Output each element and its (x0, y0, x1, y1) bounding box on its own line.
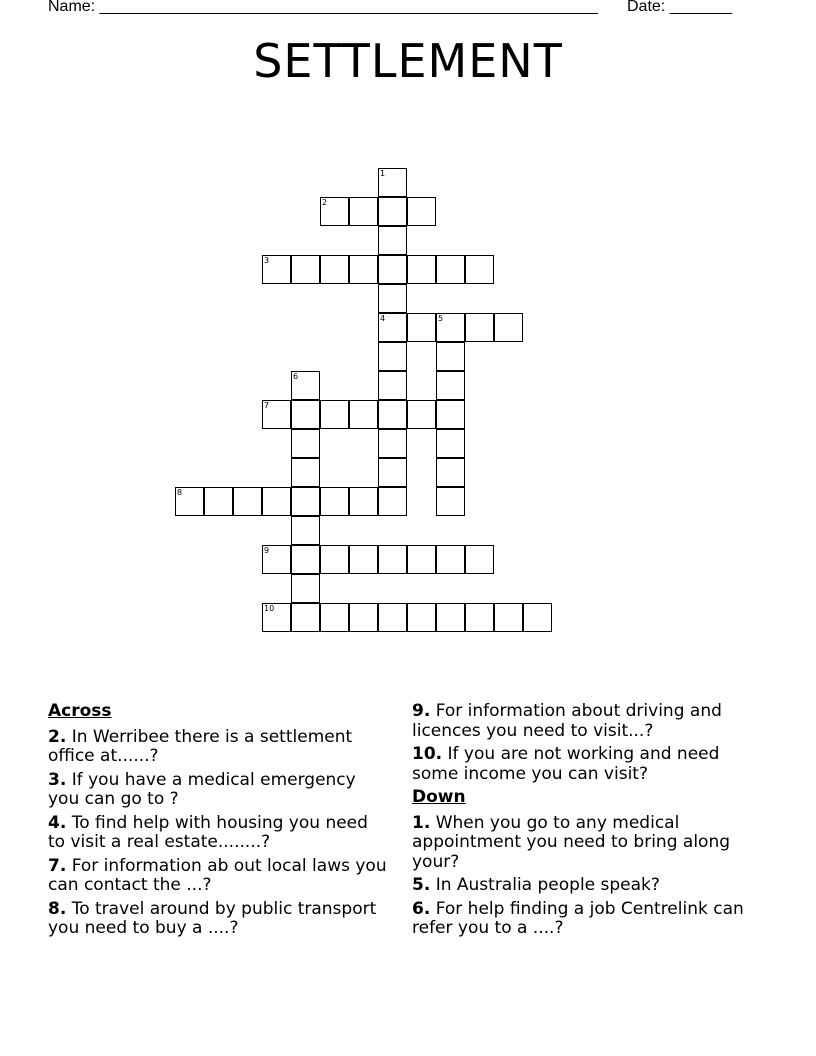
crossword-cell[interactable] (291, 603, 320, 632)
clue-text: If you have a medical emergency you can go to ? (48, 769, 356, 809)
clue-number: 5. (412, 875, 431, 895)
crossword-cell[interactable] (465, 545, 494, 574)
clue-number: 3. (48, 769, 67, 790)
crossword-cell[interactable] (378, 284, 407, 313)
cell-number: 4 (380, 314, 386, 323)
crossword-cell[interactable] (291, 574, 320, 603)
crossword-cell[interactable] (349, 603, 378, 632)
crossword-cell[interactable] (523, 603, 552, 632)
crossword-cell[interactable] (204, 487, 233, 516)
clue-number: 10. (412, 744, 443, 764)
crossword-cell[interactable] (291, 487, 320, 516)
clue-text: In Australia people speak? (435, 875, 660, 895)
clue-across-10 (412, 745, 762, 784)
cell-number: 8 (177, 488, 183, 497)
down-heading: Down (412, 787, 466, 807)
clue-down-1 (412, 814, 762, 873)
crossword-cell[interactable] (349, 487, 378, 516)
crossword-cell[interactable] (349, 545, 378, 574)
clue-text: If you are not working and need some income you can visit? (412, 744, 720, 784)
crossword-cell[interactable] (320, 255, 349, 284)
crossword-cell[interactable] (349, 197, 378, 226)
clue-text: For information ab out local laws you can contact the ...? (48, 855, 387, 895)
crossword-cell[interactable] (291, 545, 320, 574)
page-title: SETTLEMENT (253, 34, 563, 88)
across-heading: Across (48, 701, 112, 721)
crossword-cell[interactable] (407, 400, 436, 429)
cell-number: 5 (438, 314, 444, 323)
cell-number: 7 (264, 401, 270, 410)
crossword-cell[interactable] (436, 371, 465, 400)
crossword-cell[interactable] (436, 458, 465, 487)
clue-number: 7. (48, 855, 67, 876)
clue-text: In Werribee there is a settlement office at......? (48, 726, 353, 766)
clue-across-8 (48, 900, 388, 939)
clue-number: 1. (412, 812, 431, 833)
crossword-cell[interactable] (407, 603, 436, 632)
clue-down-6 (412, 900, 762, 939)
clue-across-2 (48, 728, 388, 767)
crossword-cell[interactable] (407, 545, 436, 574)
crossword-cell[interactable] (436, 255, 465, 284)
cell-number: 10 (264, 604, 275, 613)
crossword-cell[interactable] (494, 603, 523, 632)
crossword-cell[interactable] (378, 545, 407, 574)
crossword-cell[interactable] (378, 487, 407, 516)
crossword-cell[interactable] (407, 197, 436, 226)
clue-text: To travel around by public transport you need to buy a ....? (48, 898, 377, 938)
crossword-cell[interactable] (291, 400, 320, 429)
crossword-cell[interactable] (349, 400, 378, 429)
crossword-cell[interactable] (378, 603, 407, 632)
crossword-cell[interactable] (436, 400, 465, 429)
crossword-cell[interactable] (436, 545, 465, 574)
cell-number: 3 (264, 256, 270, 265)
crossword-cell[interactable] (378, 197, 407, 226)
crossword-cell[interactable] (320, 603, 349, 632)
crossword-cell[interactable] (291, 429, 320, 458)
clues-column-right (412, 702, 762, 943)
clue-number: 9. (412, 701, 431, 721)
crossword-cell[interactable] (465, 603, 494, 632)
crossword-cell[interactable] (320, 400, 349, 429)
crossword-cell[interactable] (291, 458, 320, 487)
clue-text: To find help with housing you need to visit a real estate........? (48, 812, 368, 852)
crossword-cell[interactable] (465, 255, 494, 284)
crossword-cell[interactable] (436, 429, 465, 458)
crossword-cell[interactable] (320, 487, 349, 516)
crossword-cell[interactable] (291, 516, 320, 545)
cell-number: 2 (322, 198, 328, 207)
clue-across-4 (48, 814, 388, 853)
crossword-cell[interactable] (233, 487, 262, 516)
cell-number: 6 (293, 372, 299, 381)
crossword-cell[interactable] (378, 400, 407, 429)
clue-down-5 (412, 876, 762, 896)
crossword-cell[interactable] (436, 603, 465, 632)
clue-across-3 (48, 771, 388, 810)
crossword-cell[interactable] (407, 255, 436, 284)
cell-number: 1 (380, 169, 386, 178)
date-field-label: Date: _______ (627, 0, 732, 15)
clue-text: For help finding a job Centrelink can refer you to a ....? (412, 898, 744, 938)
crossword-cell[interactable] (378, 342, 407, 371)
clue-text: For information about driving and licences you need to visit...? (412, 701, 722, 741)
clue-number: 4. (48, 812, 67, 833)
clue-text: When you go to any medical appointment you need to bring along your? (412, 812, 731, 872)
name-field-label: Name: ________________________________________________________ (48, 0, 598, 15)
crossword-cell[interactable] (465, 313, 494, 342)
crossword-cell[interactable] (378, 255, 407, 284)
crossword-cell[interactable] (291, 255, 320, 284)
crossword-cell[interactable] (262, 487, 291, 516)
crossword-cell[interactable] (494, 313, 523, 342)
crossword-cell[interactable] (349, 255, 378, 284)
clue-across-9 (412, 702, 762, 741)
crossword-cell[interactable] (378, 371, 407, 400)
crossword-cell[interactable] (378, 458, 407, 487)
crossword-cell[interactable] (436, 487, 465, 516)
clue-number: 8. (48, 898, 67, 919)
crossword-cell[interactable] (378, 226, 407, 255)
crossword-cell[interactable] (320, 545, 349, 574)
crossword-cell[interactable] (407, 313, 436, 342)
clues-column-left (48, 702, 388, 943)
clue-across-7 (48, 857, 388, 896)
crossword-cell[interactable] (378, 429, 407, 458)
cell-number: 9 (264, 546, 270, 555)
clue-number: 2. (48, 726, 67, 747)
crossword-cell[interactable] (436, 342, 465, 371)
clue-number: 6. (412, 898, 431, 919)
